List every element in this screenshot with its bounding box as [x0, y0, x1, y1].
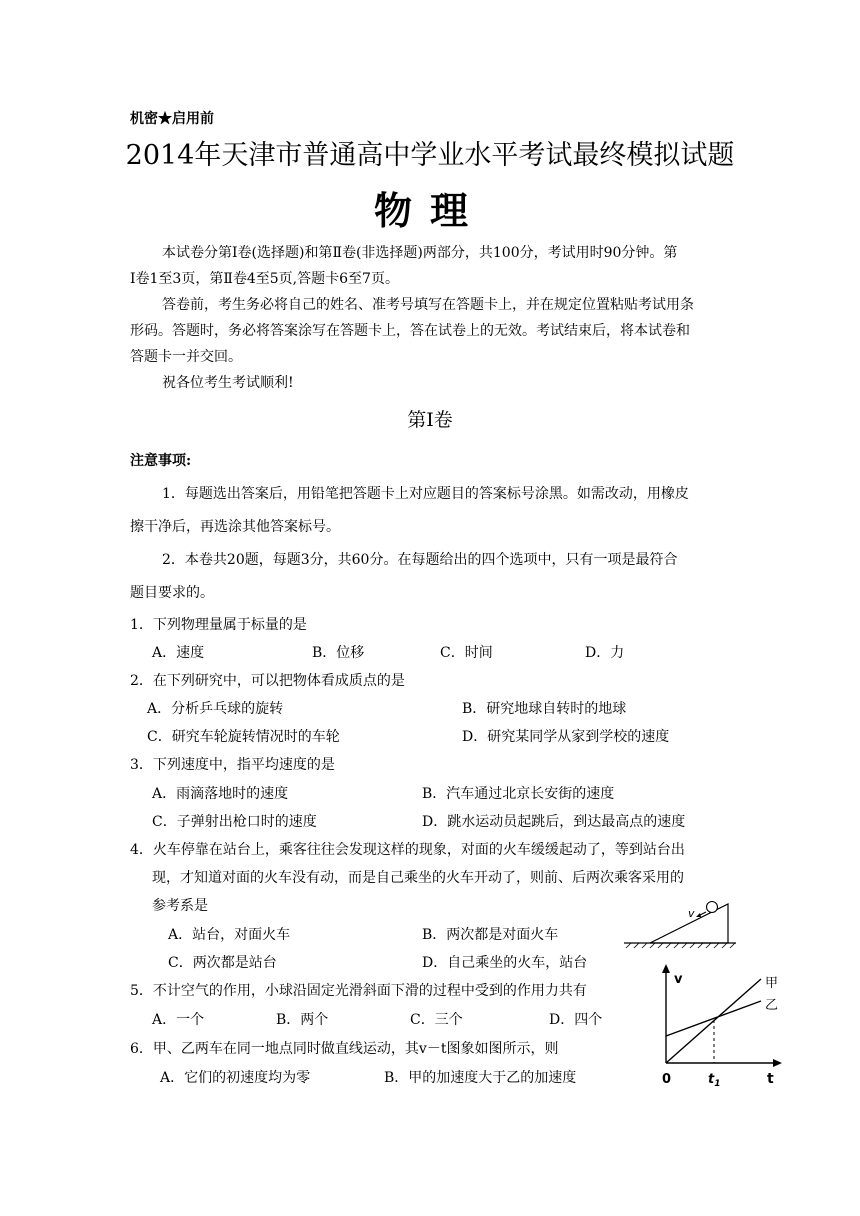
question-5-option-a: A．一个 — [152, 1012, 205, 1028]
question-2-stem: 2．在下列研究中，可以把物体看成质点的是 — [130, 673, 405, 689]
question-3-option-c: C．子弹射出枪口时的速度 — [152, 814, 317, 830]
confidential-label: 机密★启用前 — [130, 111, 214, 127]
question-2-option-c: C．研究车轮旋转情况时的车轮 — [147, 729, 340, 745]
line-jia-label: 甲 — [765, 976, 779, 991]
origin-label: 0 — [662, 1072, 672, 1087]
intro-line: 本试卷分第Ⅰ卷(选择题)和第Ⅱ卷(非选择题)两部分，共100分，考试用时90分钟。第 — [162, 245, 678, 261]
question-1-option-c: C．时间 — [440, 645, 493, 661]
ground-hatching — [626, 943, 735, 948]
question-3-option-d: D．跳水运动员起跳后，到达最高点的速度 — [422, 814, 686, 830]
question-1-option-b: B．位移 — [312, 645, 365, 661]
intro-line: 形码。答题时，务必将答案涂写在答题卡上，答在试卷上的无效。考试结束后，将本试卷和 — [130, 323, 690, 339]
velocity-label: v — [688, 907, 695, 920]
line-yi-label: 乙 — [765, 998, 779, 1013]
question-5-option-b: B．两个 — [276, 1012, 329, 1028]
notice-line: 1．每题选出答案后，用铅笔把答题卡上对应题目的答案标号涂黑。如需改动，用橡皮 — [162, 486, 689, 502]
question-4-option-a: A．站台，对面火车 — [168, 927, 291, 943]
notice-line: 题目要求的。 — [130, 585, 214, 601]
question-3-option-a: A．雨滴落地时的速度 — [152, 786, 289, 802]
ball — [707, 902, 718, 913]
intro-wish: 祝各位考生考试顺利! — [162, 375, 294, 391]
question-3-stem: 3．下列速度中，指平均速度的是 — [130, 757, 335, 773]
y-axis-arrowhead — [662, 964, 670, 973]
notice-line: 擦干净后，再选涂其他答案标号。 — [130, 519, 340, 535]
intro-line: 答卷前，考生务必将自己的姓名、准考号填写在答题卡上，并在规定位置粘贴考试用条 — [162, 297, 694, 313]
volume-title: 第Ⅰ卷 — [407, 409, 453, 431]
vt-graph-figure — [655, 963, 785, 1091]
question-5-option-d: D．四个 — [549, 1012, 603, 1028]
question-1-stem: 1．下列物理量属于标量的是 — [130, 617, 307, 633]
question-6-stem: 6．甲、乙两车在同一地点同时做直线运动，其v－t图象如图所示，则 — [130, 1041, 559, 1057]
question-2-option-b: B．研究地球自转时的地球 — [462, 701, 627, 717]
question-2-option-a: A．分析乒乓球的旋转 — [147, 701, 284, 717]
x-axis-arrowhead — [773, 1059, 782, 1067]
question-4-stem: 现，才知道对面的火车没有动，而是自己乘坐的火车开动了，则前、后两次乘客采用的 — [152, 870, 684, 886]
question-3-option-b: B．汽车通过北京长安街的速度 — [422, 786, 615, 802]
question-4-stem: 4．火车停靠在站台上，乘客往往会发现这样的现象，对面的火车缓缓起动了，等到站台出 — [130, 842, 685, 858]
question-5-option-c: C．三个 — [410, 1012, 463, 1028]
question-4-option-b: B．两次都是对面火车 — [422, 927, 559, 943]
question-1-option-a: A．速度 — [152, 645, 205, 661]
question-4-option-c: C．两次都是站台 — [168, 955, 277, 971]
incline-figure — [620, 898, 740, 954]
question-4-option-d: D．自己乘坐的火车，站台 — [422, 955, 588, 971]
question-1-option-d: D．力 — [585, 645, 625, 661]
exam-title: 2014年天津市普通高中学业水平考试最终模拟试题 — [125, 140, 735, 171]
question-4-stem: 参考系是 — [152, 898, 208, 914]
line-yi — [666, 1001, 761, 1036]
question-2-option-d: D．研究某同学从家到学校的速度 — [462, 729, 670, 745]
notice-line: 2．本卷共20题，每题3分，共60分。在每题给出的四个选项中，只有一项是最符合 — [162, 552, 678, 568]
subject-title: 物理 — [373, 188, 486, 233]
y-axis-label: v — [674, 972, 683, 987]
intro-line: Ⅰ卷1至3页，第Ⅱ卷4至5页,答题卡6至7页。 — [130, 271, 399, 287]
x-axis-label: t — [767, 1071, 774, 1087]
intro-line: 答题卡一并交回。 — [130, 349, 242, 365]
notice-heading: 注意事项: — [130, 453, 192, 469]
question-6-option-b: B．甲的加速度大于乙的加速度 — [384, 1070, 577, 1086]
question-5-stem: 5．不计空气的作用，小球沿固定光滑斜面下滑的过程中受到的作用力共有 — [130, 983, 587, 999]
velocity-arrowhead — [696, 913, 701, 917]
t1-label: $t_1$ — [708, 1072, 721, 1089]
question-6-option-a: A．它们的初速度均为零 — [160, 1070, 311, 1086]
